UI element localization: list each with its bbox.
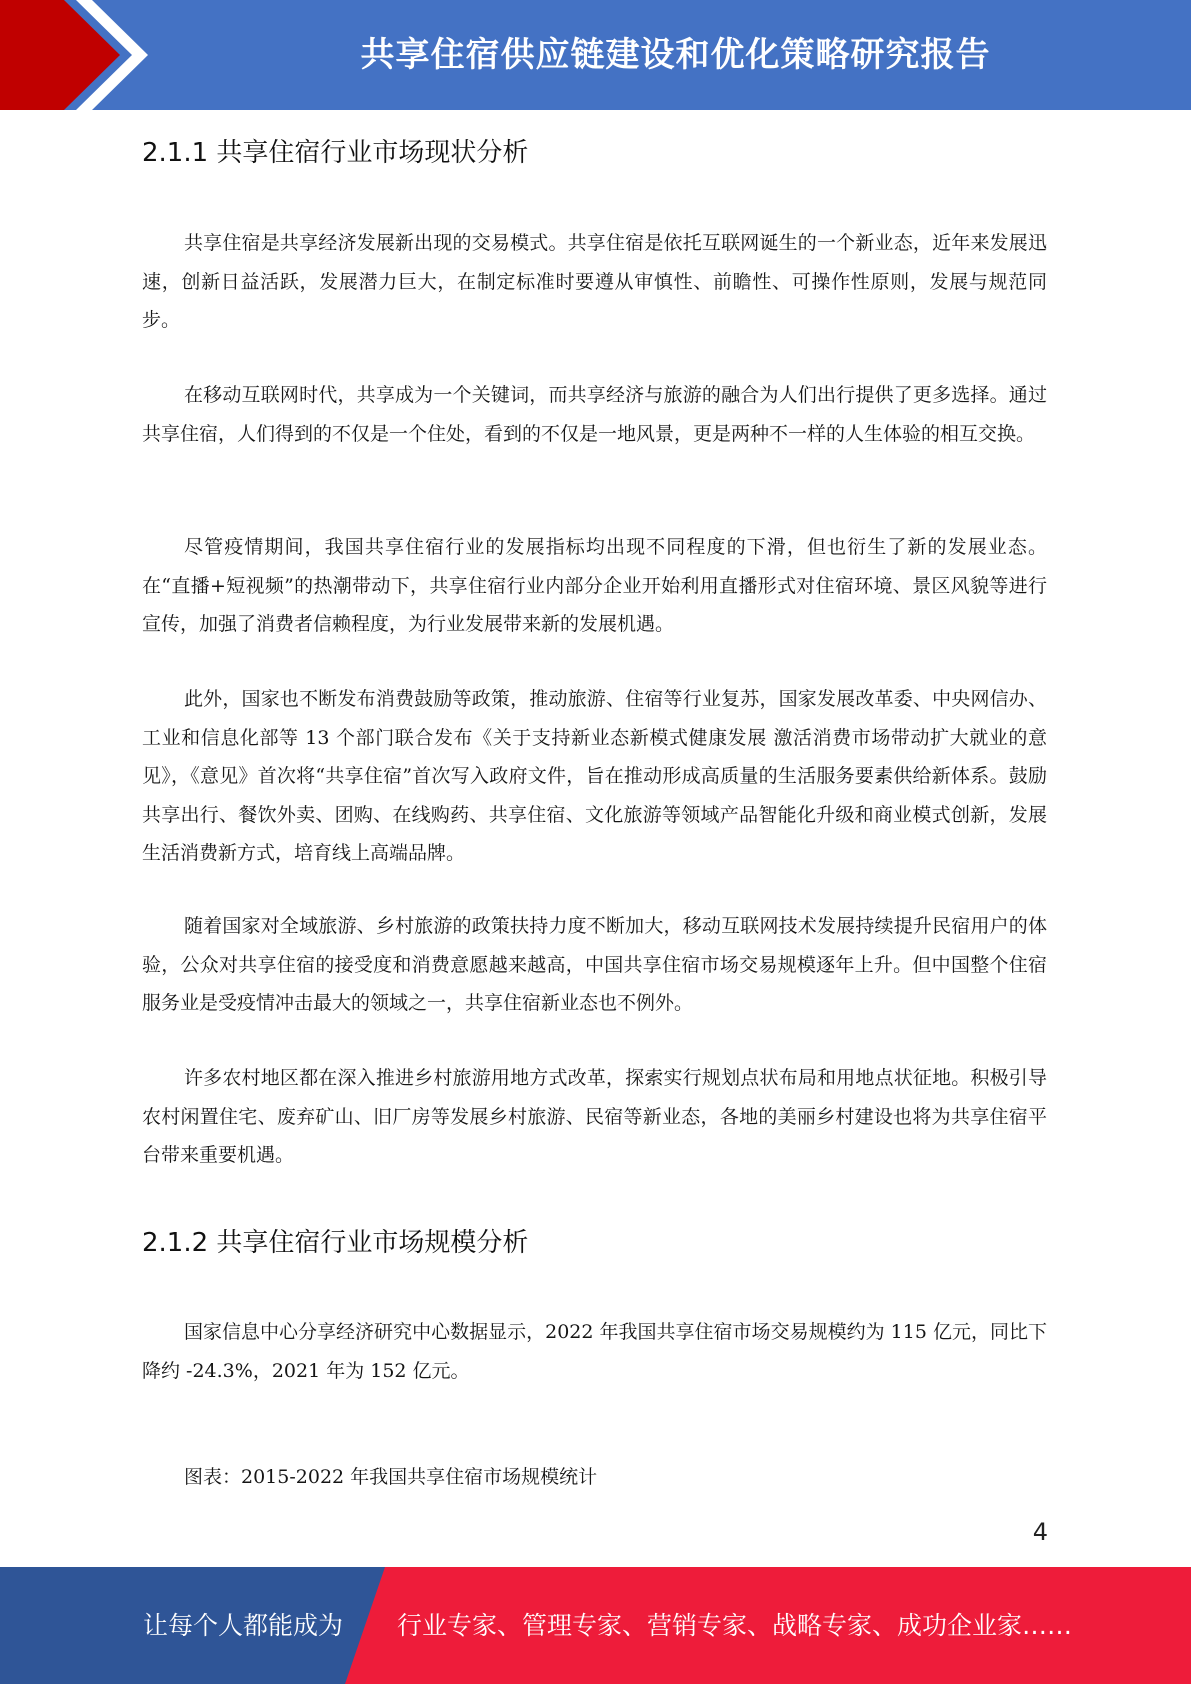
footer-slogan-right: 行业专家、管理专家、营销专家、战略专家、成功企业家…… [397,1611,1073,1640]
page-number: 4 [1032,1518,1048,1546]
section-heading-2-1-2: 2.1.2 共享住宿行业市场规模分析 [142,1228,529,1258]
footer-slogan-left: 让每个人都能成为 [143,1611,344,1640]
paragraph: 许多农村地区都在深入推进乡村旅游用地方式改革，探索实行规划点状布局和用地点状征地。积极引导农村闲置住宅、废弃矿山、旧厂房等发展乡村旅游、民宿等新业态，各地的美丽乡村建设也将为共享住宿平台带来重要机遇。 [142,1067,1047,1166]
paragraph: 国家信息中心分享经济研究中心数据显示，2022 年我国共享住宿市场交易规模约为 115 亿元，同比下降约 -24.3%，2021 年为 152 亿元。 [142,1321,1047,1382]
figure-caption: 图表：2015-2022 年我国共享住宿市场规模统计 [184,1466,598,1488]
header-chevron-decoration [0,0,160,110]
paragraph: 共享住宿是共享经济发展新出现的交易模式。共享住宿是依托互联网诞生的一个新业态，近年来发展迅速，创新日益活跃，发展潜力巨大，在制定标准时要遵从审慎性、前瞻性、可操作性原则，发展与规范同步。 [142,232,1047,331]
report-title: 共享住宿供应链建设和优化策略研究报告 [360,35,991,75]
paragraph: 尽管疫情期间，我国共享住宿行业的发展指标均出现不同程度的下滑，但也衍生了新的发展业态。在“直播+短视频”的热潮带动下，共享住宿行业内部分企业开始利用直播形式对住宿环境、景区风貌等进行宣传，加强了消费者信赖程度，为行业发展带来新的发展机遇。 [142,536,1047,635]
page-footer [0,1567,1191,1684]
section-heading-2-1-1: 2.1.1 共享住宿行业市场现状分析 [142,138,529,168]
paragraph: 在移动互联网时代，共享成为一个关键词，而共享经济与旅游的融合为人们出行提供了更多选择。通过共享住宿，人们得到的不仅是一个住处，看到的不仅是一地风景，更是两种不一样的人生体验的相互交换。 [142,384,1047,445]
page-header [0,0,1191,110]
paragraph: 此外，国家也不断发布消费鼓励等政策，推动旅游、住宿等行业复苏，国家发展改革委、中央网信办、工业和信息化部等 13 个部门联合发布《关于支持新业态新模式健康发展 激活消费市场带动扩大就业的意见》，《意见》首次将“共享住宿”首次写入政府文件，旨在推动形成高质量的生活服务要素供给新体系。鼓励共享出行、餐饮外卖、团购、在线购药、共享住宿、文化旅游等领域产品智能化升级和商业模式创新，发展生活消费新方式，培育线上高端品牌。 [142,688,1047,864]
paragraph: 随着国家对全域旅游、乡村旅游的政策扶持力度不断加大，移动互联网技术发展持续提升民宿用户的体验，公众对共享住宿的接受度和消费意愿越来越高，中国共享住宿市场交易规模逐年上升。但中国整个住宿服务业是受疫情冲击最大的领域之一，共享住宿新业态也不例外。 [142,915,1047,1014]
